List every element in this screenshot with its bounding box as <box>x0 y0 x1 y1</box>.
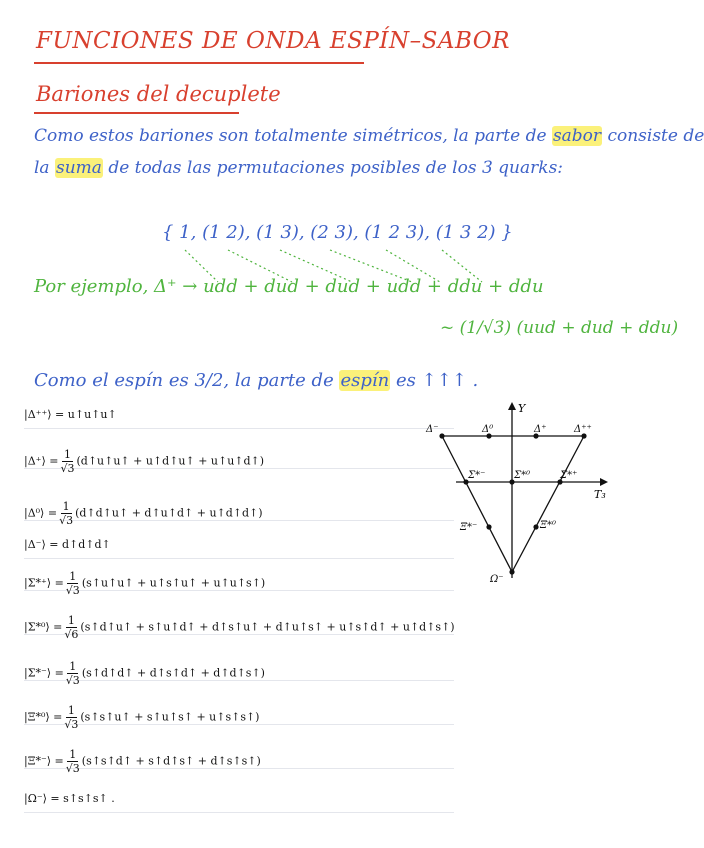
left-edge <box>442 436 512 572</box>
wavefunction-eq: |Δ⁰⟩ = $\frac{1}{√3}$ (d↑d↑u↑ + d↑u↑d↑ + u↑d↑d↑) <box>24 500 263 527</box>
particle-label: Ξ*⁰ <box>540 520 557 531</box>
highlight-suma: suma <box>55 158 102 178</box>
page-title: FUNCIONES DE ONDA ESPÍN–SABOR <box>36 28 510 54</box>
example-line-1: Por ejemplo, Δ⁺ → udd + dud + dud + udd + ddu + ddu <box>34 276 544 297</box>
normalization-fraction: $\frac{1}{√3}$ <box>64 704 79 731</box>
section-heading: Bariones del decuplete <box>36 82 281 106</box>
wavefunction-eq: |Δ⁻⟩ = d↑d↑d↑ <box>24 538 111 551</box>
normalization-fraction: $\frac{1}{√3}$ <box>65 570 80 597</box>
wavefunction-eq: |Δ⁺⟩ = $\frac{1}{√3}$ (d↑u↑u↑ + u↑d↑u↑ + u↑u↑d↑) <box>24 448 265 475</box>
y-axis-label: Y <box>518 402 526 415</box>
particle-label: Ω⁻ <box>490 574 504 585</box>
particle-point <box>486 524 491 529</box>
normalization-fraction: $\frac{1}{√3}$ <box>59 500 74 527</box>
normalization-fraction: $\frac{1}{√6}$ <box>64 614 79 641</box>
rule-line <box>24 428 454 429</box>
intro-line-1: Como estos bariones son totalmente simétricos, la parte de sabor consiste de <box>34 126 704 146</box>
y-arrow <box>508 402 516 410</box>
particle-label: Σ*⁰ <box>514 470 531 481</box>
wavefunction-eq: |Σ*⁺⟩ = $\frac{1}{√3}$ (s↑u↑u↑ + u↑s↑u↑ + u↑u↑s↑) <box>24 570 266 597</box>
particle-label: Δ⁰ <box>482 424 494 435</box>
wavefunction-eq: |Ω⁻⟩ = s↑s↑s↑ . <box>24 792 115 805</box>
intro-line-2: la suma de todas las permutaciones posibles de los 3 quarks: <box>34 158 564 178</box>
right-edge <box>512 436 584 572</box>
normalization-fraction: $\frac{1}{√3}$ <box>60 448 75 475</box>
particle-point <box>509 569 514 574</box>
normalization-fraction: $\frac{1}{√3}$ <box>65 660 80 687</box>
rule-line <box>24 812 454 813</box>
rule-line <box>24 558 454 559</box>
wavefunction-eq: |Ξ*⁻⟩ = $\frac{1}{√3}$ (s↑s↑d↑ + s↑d↑s↑ + d↑s↑s↑) <box>24 748 261 775</box>
permutations-set: { 1, (1 2), (1 3), (2 3), (1 2 3), (1 3 2) } <box>162 222 513 243</box>
particle-point <box>439 433 444 438</box>
particle-label: Δ⁺⁺ <box>574 424 592 435</box>
particle-label: Σ*⁻ <box>468 470 486 481</box>
example-line-2: ~ (1/√3) (uud + dud + ddu) <box>440 318 679 338</box>
normalization-fraction: $\frac{1}{√3}$ <box>65 748 80 775</box>
spin-line: Como el espín es 3/2, la parte de espín es ↑↑↑ . <box>34 370 479 391</box>
particle-label: Δ⁺ <box>534 424 547 435</box>
t3-arrow <box>600 478 608 486</box>
highlight-espin: espín <box>340 370 390 391</box>
highlight-sabor: sabor <box>552 126 602 146</box>
decuplet-weight-diagram <box>424 400 614 585</box>
t3-axis-label: T₃ <box>594 488 606 501</box>
wavefunction-eq: |Ξ*⁰⟩ = $\frac{1}{√3}$ (s↑s↑u↑ + s↑u↑s↑ + u↑s↑s↑) <box>24 704 260 731</box>
particle-label: Ξ*⁻ <box>460 522 478 533</box>
wavefunction-eq: |Σ*⁻⟩ = $\frac{1}{√3}$ (s↑d↑d↑ + d↑s↑d↑ + d↑d↑s↑) <box>24 660 265 687</box>
wavefunction-eq: |Σ*⁰⟩ = $\frac{1}{√6}$ (s↑d↑u↑ + s↑u↑d↑ + d↑s↑u↑ + d↑u↑s↑ + u↑s↑d↑ + u↑d↑s↑) <box>24 614 455 641</box>
particle-label: Σ*⁺ <box>560 470 578 481</box>
particle-point <box>533 524 538 529</box>
permutation-arrows <box>0 0 646 300</box>
particle-label: Δ⁻ <box>426 424 439 435</box>
wavefunction-eq: |Δ⁺⁺⟩ = u↑u↑u↑ <box>24 408 117 421</box>
